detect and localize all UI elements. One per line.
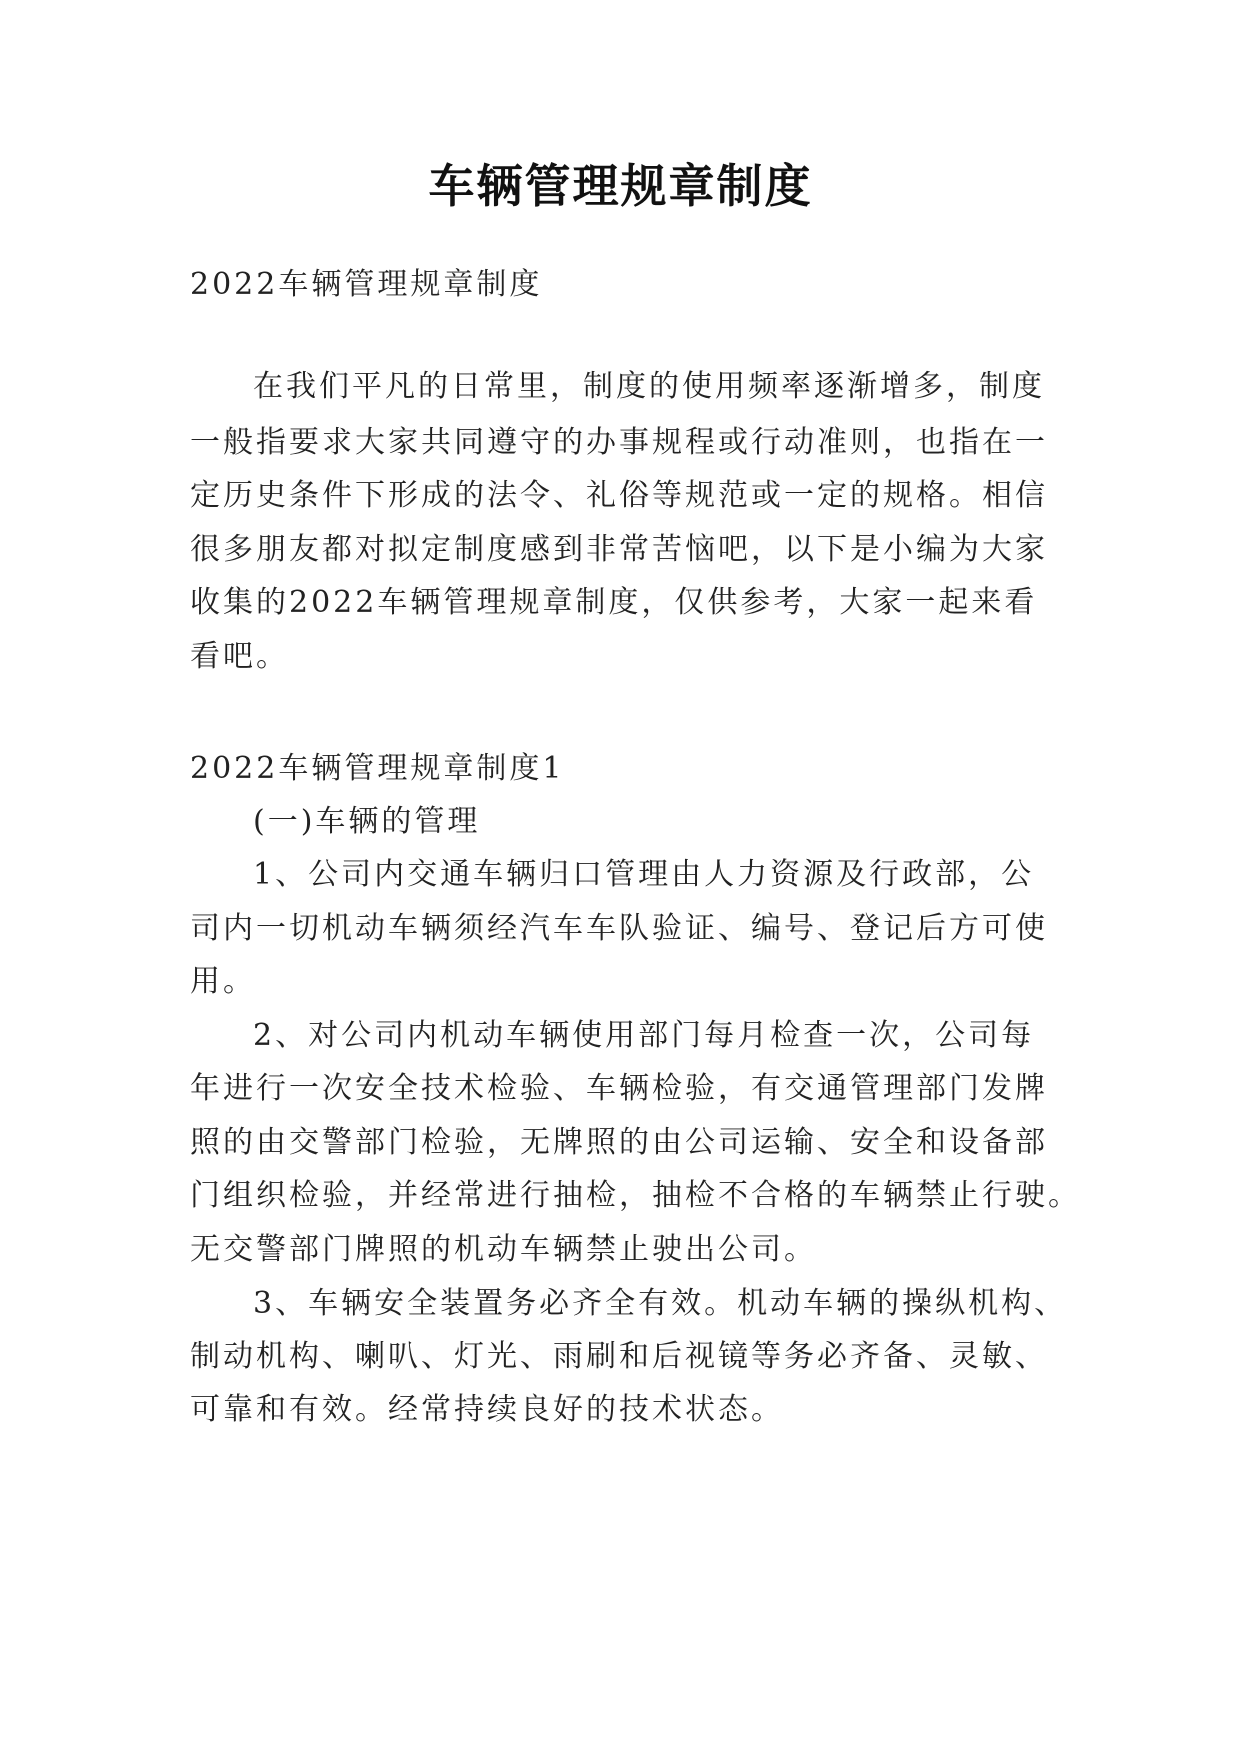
item2-line: 照的由交警部门检验，无牌照的由公司运输、安全和设备部 bbox=[190, 1125, 1048, 1160]
document-subtitle: 2022车辆管理规章制度 bbox=[190, 267, 543, 302]
intro-line: 定历史条件下形成的法令、礼俗等规范或一定的规格。相信 bbox=[190, 478, 1048, 513]
intro-line: 看吧。 bbox=[190, 639, 289, 674]
item2-line: 无交警部门牌照的机动车辆禁止驶出公司。 bbox=[190, 1232, 817, 1267]
item1-line: 司内一切机动车辆须经汽车车队验证、编号、登记后方可使 bbox=[190, 911, 1048, 946]
intro-line: 很多朋友都对拟定制度感到非常苦恼吧，以下是小编为大家 bbox=[190, 532, 1048, 567]
item3-line: 制动机构、喇叭、灯光、雨刷和后视镜等务必齐备、灵敏、 bbox=[190, 1339, 1048, 1374]
item3-line: 3、车辆安全装置务必齐全有效。机动车辆的操纵机构、 bbox=[253, 1286, 1068, 1321]
subsection-heading: (一)车辆的管理 bbox=[253, 804, 481, 839]
item2-line: 年进行一次安全技术检验、车辆检验，有交通管理部门发牌 bbox=[190, 1071, 1048, 1106]
section-heading: 2022车辆管理规章制度1 bbox=[190, 751, 565, 786]
intro-line: 在我们平凡的日常里，制度的使用频率逐渐增多，制度 bbox=[253, 369, 1045, 404]
item1-line: 用。 bbox=[190, 964, 256, 999]
intro-line: 收集的2022车辆管理规章制度，仅供参考，大家一起来看 bbox=[190, 585, 1038, 620]
intro-line: 一般指要求大家共同遵守的办事规程或行动准则，也指在一 bbox=[190, 425, 1048, 460]
document-title: 车辆管理规章制度 bbox=[428, 159, 813, 213]
item2-line: 2、对公司内机动车辆使用部门每月检查一次，公司每 bbox=[253, 1018, 1035, 1053]
item2-line: 门组织检验，并经常进行抽检，抽检不合格的车辆禁止行驶。 bbox=[190, 1178, 1081, 1213]
item1-line: 1、公司内交通车辆归口管理由人力资源及行政部，公 bbox=[253, 857, 1035, 892]
item3-line: 可靠和有效。经常持续良好的技术状态。 bbox=[190, 1392, 784, 1427]
